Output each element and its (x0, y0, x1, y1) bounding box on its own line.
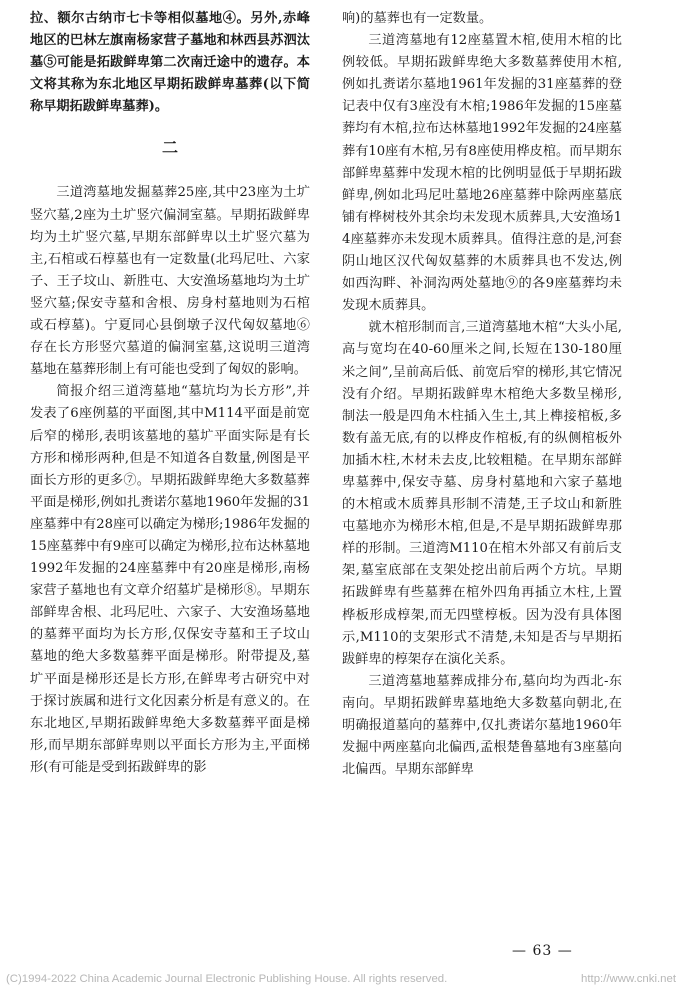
body-paragraph-1: 三道湾墓地发掘墓葬25座,其中23座为土圹竖穴墓,2座为土圹竖穴偏洞室墓。早期拓跋鲜卑均为土圹竖穴墓,早期东部鲜卑以土圹竖穴墓为主,石棺或石椁墓也有一定数量(北玛尼吐、六家子、王子坟山、新胜屯、大安渔场墓地均为土圹竖穴墓;保安寺墓和舍根、房身村墓地则为石棺或石椁墓)。宁夏同心县倒墩子汉代匈奴墓地⑥存在长方形竖穴墓道的偏洞室墓,这说明三道湾墓地在墓葬形制上有可能也受到了匈奴的影响。 (30, 185, 310, 378)
page-number: — 63 — (512, 943, 573, 959)
body-paragraph-2: 简报介绍三道湾墓地“墓坑均为长方形”,并发表了6座例墓的平面图,其中M114平面是前宽后窄的梯形,表明该墓地的墓圹平面实际是有长方形和梯形两种,但是不知道各自数量,例图是平面长方形的更多⑦。早期拓跋鲜卑绝大多数墓葬平面是梯形,例如扎赉诺尔墓地1960年发掘的31座墓葬中有28座可以确定为梯形;1986年发掘的15座墓葬中有9座可以确定为梯形,拉布达林墓地1992年发掘的24座墓葬中有20座是梯形,南杨家营子墓地也有文章介绍墓圹是梯形⑧。早期东部鲜卑舍根、北玛尼吐、六家子、大安渔场墓地的墓葬平面均为长方形,仅保安寺墓和王子坟山墓地的绝大多数墓葬平面是梯形。附带提及,墓圹平面是梯形还是长方形,在鲜卑考古研究中对于探讨族属和进行文化因素分析是有意义的。在东北地区,早期拓跋鲜卑绝大多数墓葬平面是梯形,而早期东部鲜卑则以平面长方形为主,平面梯形(有可能是受到拓跋鲜卑的影 (30, 384, 310, 775)
section-heading: 二 (161, 138, 178, 158)
footer-url[interactable]: http://www.cnki.net (581, 973, 676, 985)
intro-paragraph: 拉、额尔古纳市七卡等相似墓地④。另外,赤峰地区的巴林左旗南杨家营子墓地和林西县苏泗汰墓⑤可能是拓跋鲜卑第二次南迁途中的遗存。本文将其称为东北地区早期拓跋鲜卑墓葬(以下简称早期拓跋鲜卑墓葬)。 (30, 11, 310, 115)
left-column (30, 8, 310, 779)
right-column (342, 8, 622, 781)
body-paragraph-3: 三道湾墓地有12座墓置木棺,使用木棺的比例较低。早期拓跋鲜卑绝大多数墓葬使用木棺,例如扎赉诺尔墓地1961年发掘的31座墓葬的登记表中仅有3座没有木棺;1986年发掘的15座墓葬均有木棺,拉布达林墓地1992年发掘的24座墓葬有10座有木棺,另有8座使用桦皮棺。而早期东部鲜卑墓葬中发现木棺的比例明显低于早期拓跋鲜卑,例如北玛尼吐墓地26座墓葬中除两座墓底铺有桦树枝外其余均未发现木质葬具,大安渔场14座墓葬亦未发现木质葬具。值得注意的是,河套阴山地区汉代匈奴墓葬的木质葬具也不发达,例如西沟畔、补洞沟两处墓地⑨的各9座墓葬均未发现木质葬具。 (342, 33, 622, 314)
footer (6, 973, 678, 985)
footer-copyright: (C)1994-2022 China Academic Journal Electronic Publishing House. All rights reserved. (6, 973, 448, 985)
body-paragraph-4: 就木棺形制而言,三道湾墓地木棺“大头小尾,高与宽均在40-60厘米之间,长短在130-180厘米之间”,呈前高后低、前宽后窄的梯形,其它情况没有介绍。早期拓跋鲜卑木棺绝大多数呈梯形,制法一般是四角木柱插入生土,其上榫接棺板,多数有盖无底,有的以桦皮作棺板,有的纵侧棺板外加插木柱,木材未去皮,比较粗糙。在早期东部鲜卑墓葬中,保安寺墓、房身村墓地和六家子墓地的木棺或木质葬具形制不清楚,王子坟山和新胜屯墓地亦为梯形木棺,但是,不是早期拓跋鲜卑那样的形制。三道湾M110在棺木外部又有前后支架,墓室底部在支架处挖出前后两个方坑。早期拓跋鲜卑有些墓葬在棺外四角再插立木柱,上置桦板形成椁架,而无四壁椁板。因为没有具体图示,M110的支架形式不清楚,未知是否与早期拓跋鲜卑的椁架存在演化关系。 (342, 320, 622, 667)
body-paragraph-5: 三道湾墓地墓葬成排分布,墓向均为西北-东南向。早期拓跋鲜卑墓地绝大多数墓向朝北,在明确报道墓向的墓葬中,仅扎赉诺尔墓地1960年发掘中两座墓向北偏西,孟根楚鲁墓地有3座墓向北偏西。早期东部鲜卑 (342, 673, 622, 778)
continuation-paragraph: 响)的墓葬也有一定数量。 (342, 11, 493, 26)
